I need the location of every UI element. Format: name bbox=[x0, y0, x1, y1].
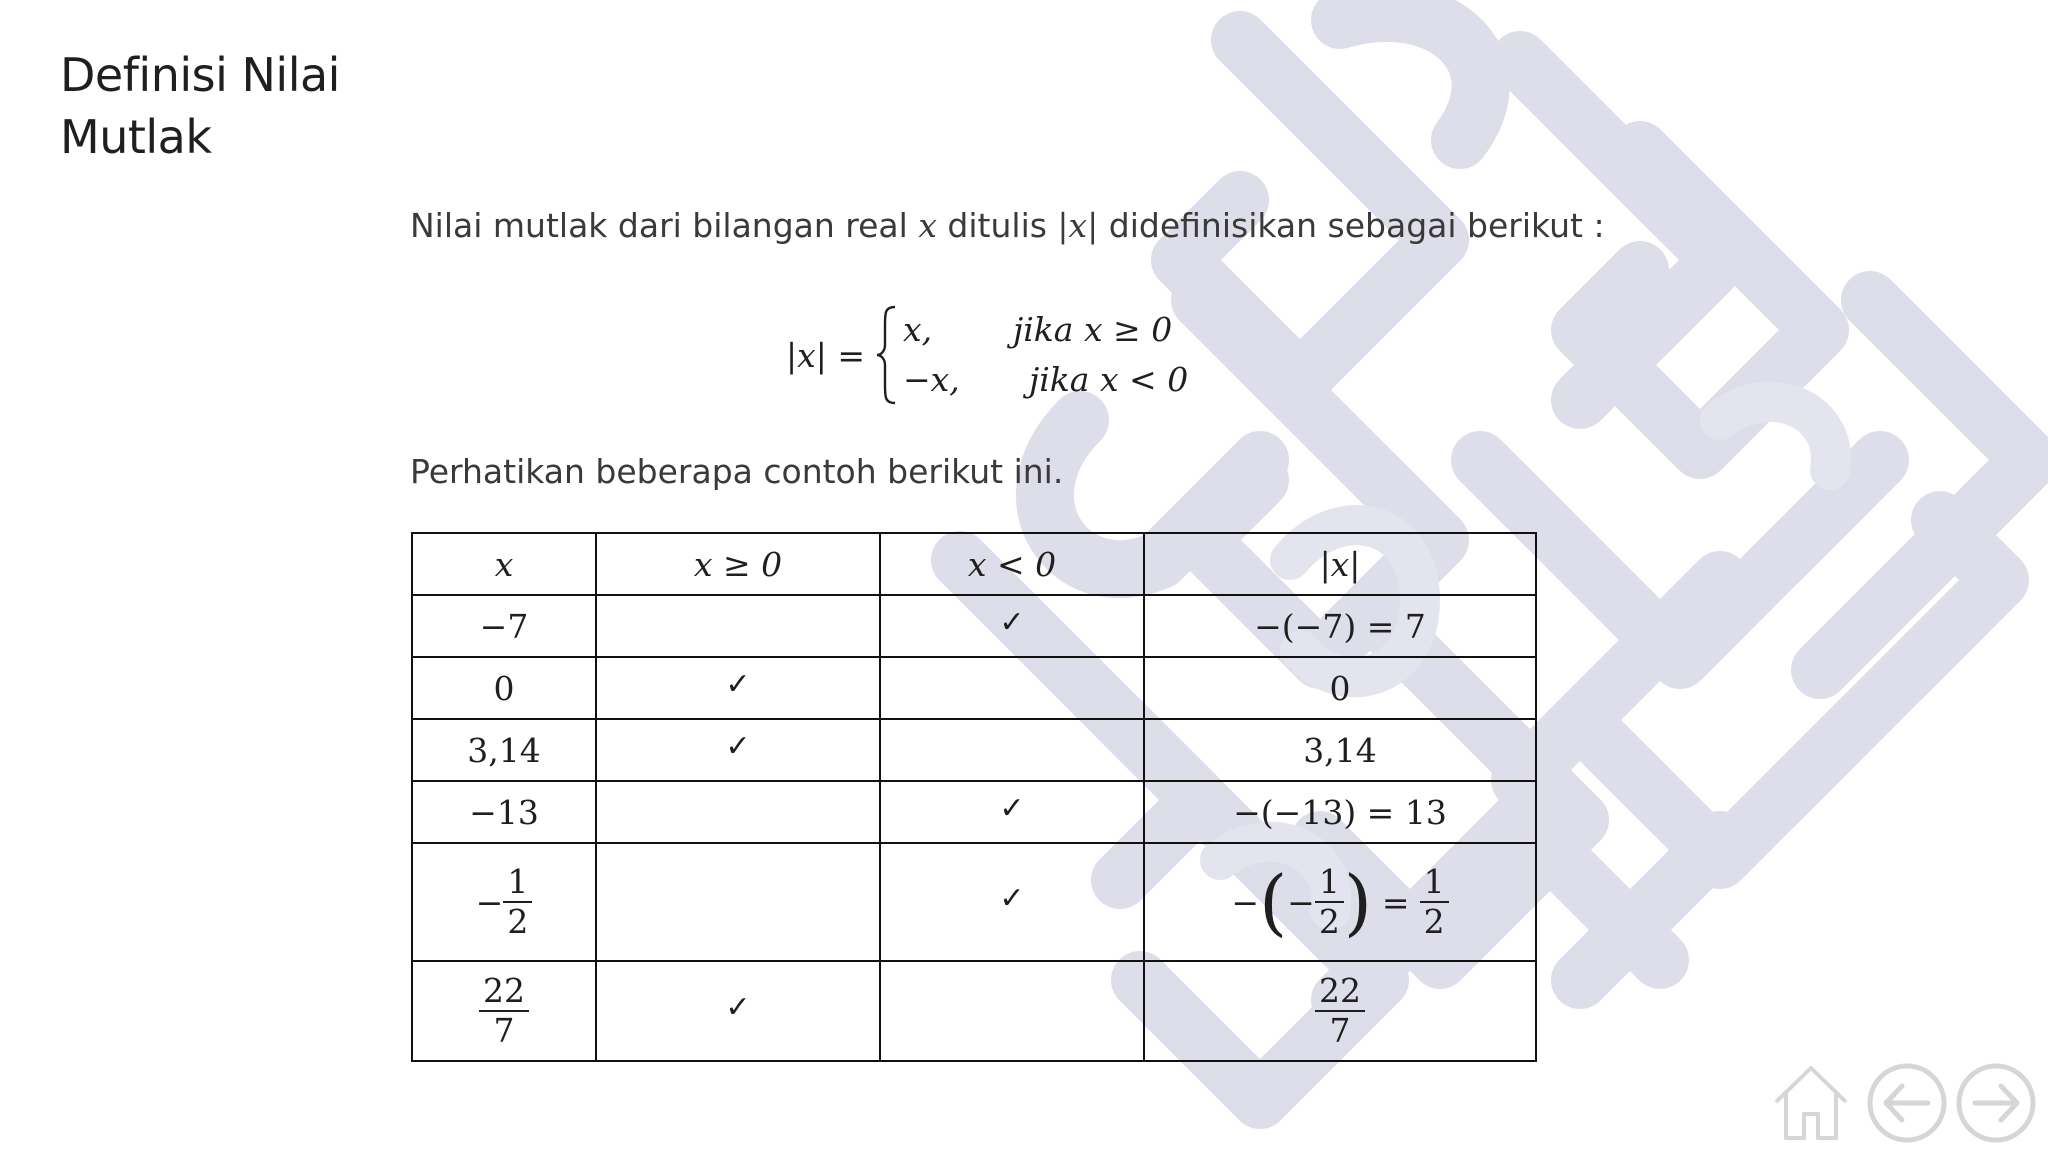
check-mark: ✓ bbox=[725, 666, 751, 702]
x-denominator: 2 bbox=[507, 902, 529, 941]
result-value-denominator: 2 bbox=[1423, 902, 1445, 941]
check-mark: ✓ bbox=[999, 790, 1025, 826]
arrow-right-circle-icon bbox=[1955, 1062, 2037, 1144]
result-denominator: 2 bbox=[1318, 902, 1340, 941]
check-mark: ✓ bbox=[725, 728, 751, 764]
intro-paragraph bbox=[410, 206, 1605, 245]
header-x-negative: x < 0 bbox=[880, 533, 1144, 595]
result-denominator: 7 bbox=[1329, 1011, 1351, 1050]
intro-variable: x bbox=[918, 206, 937, 245]
intro-text-after: didefinisikan sebagai berikut : bbox=[1098, 206, 1605, 245]
x-denominator: 7 bbox=[493, 1011, 515, 1050]
home-button[interactable] bbox=[1770, 1062, 1852, 1142]
formula-cases bbox=[903, 307, 1188, 403]
cell-nonnegative bbox=[596, 961, 880, 1061]
formula-case-1 bbox=[903, 307, 1188, 353]
cell-x: 3,14 bbox=[412, 719, 596, 781]
cell-result bbox=[1144, 843, 1536, 961]
result-fraction bbox=[1315, 972, 1365, 1050]
cell-result: −(−7) = 7 bbox=[1144, 595, 1536, 657]
slide-title-line1: Definisi Nilai bbox=[60, 48, 340, 102]
x-fraction bbox=[503, 863, 532, 941]
result-numerator: 1 bbox=[1315, 863, 1344, 903]
result-inner-sign: − bbox=[1287, 882, 1315, 922]
result-equals: = bbox=[1381, 882, 1410, 922]
x-sign: − bbox=[475, 882, 504, 922]
cell-x: −7 bbox=[412, 595, 596, 657]
table-row bbox=[412, 595, 1536, 657]
cell-result: 0 bbox=[1144, 657, 1536, 719]
result-sign: − bbox=[1231, 882, 1260, 922]
header-x: x bbox=[412, 533, 596, 595]
cell-negative bbox=[880, 781, 1144, 843]
right-paren: ) bbox=[1343, 860, 1372, 944]
cell-nonnegative bbox=[596, 657, 880, 719]
cell-nonnegative bbox=[596, 595, 880, 657]
absolute-value-definition bbox=[786, 300, 1188, 410]
slide-title bbox=[60, 44, 340, 168]
formula-case-2 bbox=[903, 357, 1188, 403]
cell-negative bbox=[880, 719, 1144, 781]
x-fraction bbox=[479, 972, 529, 1050]
cell-x: −13 bbox=[412, 781, 596, 843]
left-paren: ( bbox=[1259, 860, 1288, 944]
case2-value: −x, bbox=[903, 360, 960, 399]
x-numerator: 1 bbox=[503, 863, 532, 903]
cell-negative bbox=[880, 843, 1144, 961]
cell-result bbox=[1144, 961, 1536, 1061]
back-button[interactable] bbox=[1866, 1062, 1948, 1144]
cell-result: −(−13) = 13 bbox=[1144, 781, 1536, 843]
table-row bbox=[412, 843, 1536, 961]
cell-nonnegative bbox=[596, 781, 880, 843]
cell-nonnegative bbox=[596, 843, 880, 961]
slide-title-line2: Mutlak bbox=[60, 110, 212, 164]
cell-result: 3,14 bbox=[1144, 719, 1536, 781]
header-abs-x: |x| bbox=[1144, 533, 1536, 595]
result-value-numerator: 1 bbox=[1420, 863, 1449, 903]
table-row bbox=[412, 657, 1536, 719]
intro-text-before: Nilai mutlak dari bilangan real bbox=[410, 206, 919, 245]
cell-negative bbox=[880, 961, 1144, 1061]
x-numerator: 22 bbox=[479, 972, 529, 1012]
table-row bbox=[412, 781, 1536, 843]
examples-table bbox=[411, 532, 1537, 1062]
cell-x: 0 bbox=[412, 657, 596, 719]
table-row bbox=[412, 719, 1536, 781]
case2-condition: jika x < 0 bbox=[1029, 360, 1189, 399]
result-value-fraction bbox=[1420, 863, 1449, 941]
forward-button[interactable] bbox=[1955, 1062, 2037, 1144]
check-mark: ✓ bbox=[999, 880, 1025, 916]
table-row bbox=[412, 961, 1536, 1061]
cell-negative bbox=[880, 657, 1144, 719]
check-mark: ✓ bbox=[725, 989, 751, 1025]
case1-value: x, bbox=[903, 310, 933, 349]
check-mark: ✓ bbox=[999, 604, 1025, 640]
intro-text-middle: ditulis bbox=[936, 206, 1058, 245]
result-inner-fraction bbox=[1315, 863, 1344, 941]
cell-x bbox=[412, 843, 596, 961]
arrow-left-circle-icon bbox=[1866, 1062, 1948, 1144]
curly-brace bbox=[875, 305, 897, 405]
examples-note: Perhatikan beberapa contoh berikut ini. bbox=[410, 452, 1064, 491]
cell-negative bbox=[880, 595, 1144, 657]
cell-nonnegative bbox=[596, 719, 880, 781]
formula-lhs: |x| = bbox=[786, 335, 865, 375]
header-x-nonnegative: x ≥ 0 bbox=[596, 533, 880, 595]
result-numerator: 22 bbox=[1315, 972, 1365, 1012]
cell-x bbox=[412, 961, 596, 1061]
case1-condition: jika x ≥ 0 bbox=[1013, 310, 1173, 349]
intro-abs-variable: |x| bbox=[1057, 206, 1099, 245]
table-header-row bbox=[412, 533, 1536, 595]
home-icon bbox=[1770, 1062, 1852, 1142]
